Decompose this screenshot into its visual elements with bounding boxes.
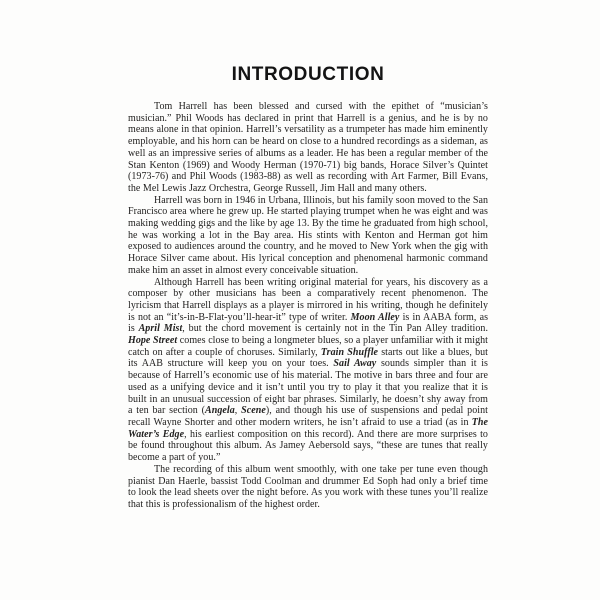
text-run: Harrell was born in 1946 in Urbana, Illinois, but his family soon moved to the San Francisco area where he grew up. He started playing trumpet when he was eight and was making wedding gigs and the like by age 13. By the time he graduated from high school, he was working a lot in the Bay area. His stints with Kenton and Herman got him exposed to audiences around the country, and he moved to New York when the gig with Horace Silver came about. His lyrical conception and phenomenal harmonic command make him an asset in almost every conceivable situation. [128, 194, 488, 276]
paragraphs [128, 101, 488, 511]
tune-title: Train Shuffle [320, 346, 379, 358]
text-run: is in AABA form, as is [128, 311, 489, 335]
text-run: , [234, 405, 242, 417]
tune-title: Angela [205, 405, 235, 417]
text-run: , his earliest composition on this record). And there are more surprises to be found throughout this album. As Jamey Aebersold says, “these are tunes that really become a part of you.” [128, 428, 488, 464]
tune-title: The Water’s Edge [128, 416, 488, 440]
text-run: Although Harrell has been writing original material for years, his discovery as a composer by other musicians has been a comparatively recent phenomenon. The lyricism that Harrell displays as a player is mirrored in his writing, though he definitely is not an “it’s-in-B-Flat-you’ll-hear-it” type of writer. [128, 276, 488, 323]
text-run: ), and though his use of suspensions and pedal point recall Wayne Shorter and other modern writers, he isn’t afraid to use a triad (as in [128, 405, 488, 428]
paragraph [128, 277, 488, 464]
tune-title: April Mist [138, 323, 183, 335]
tune-title: Hope Street [128, 335, 178, 347]
page-title: INTRODUCTION [231, 64, 385, 85]
tune-title: Sail Away [333, 358, 377, 370]
text-run: sounds simpler than it is because of Harrell’s economic use of his material. The motive in bars three and four are used as a unifying device and it isn’t until you try to play it that you realize that it is built in an unusual succession of eight bar phrases. Similarly, he doesn’t shy away from a ten bar section ( [128, 358, 488, 417]
text-run: Tom Harrell has been blessed and cursed with the epithet of “musician’s musician.” Phil Woods has declared in print that Harrell is a genius, and he is by no means alone in that opinion. Harrell’s versatility as a trumpeter has made him eminently employable, and his horn can be heard on close to a hundred recordings as a sideman, as well as an impressive series of albums as a leader. He has been a regular member of the Stan Kenton (1969) and Woody Herman (1970-71) big bands, Horace Silver’s Quintet (1973-76) and Phil Woods (1983-88) as well as recording with Art Farmer, Bill Evans, the Mel Lewis Jazz Orchestra, George Russell, Jim Hall and many others. [128, 101, 488, 194]
text-run: comes close to being a longmeter blues, so a player unfamiliar with it might catch on after a couple of choruses. Similarly, [128, 335, 488, 358]
paragraph [128, 101, 488, 195]
tune-title: Moon Alley [350, 311, 400, 323]
text-run: The recording of this album went smoothly, with one take per tune even though pianist Dan Haerle, bassist Todd Coolman and drummer Ed Soph had only a brief time to look the lead sheets over the night before. As you work with these tunes you’ll realize that this is professionalism of the highest order. [128, 463, 488, 510]
text-run: starts out like a blues, but its AAB structure will keep you on your toes. [128, 346, 489, 370]
text-run: , but the chord movement is certainly not in the Tin Pan Alley tradition. [182, 323, 488, 335]
introduction-section [128, 63, 488, 511]
paragraph [128, 195, 488, 277]
paragraph [128, 464, 488, 511]
tune-title: Scene [241, 405, 266, 417]
